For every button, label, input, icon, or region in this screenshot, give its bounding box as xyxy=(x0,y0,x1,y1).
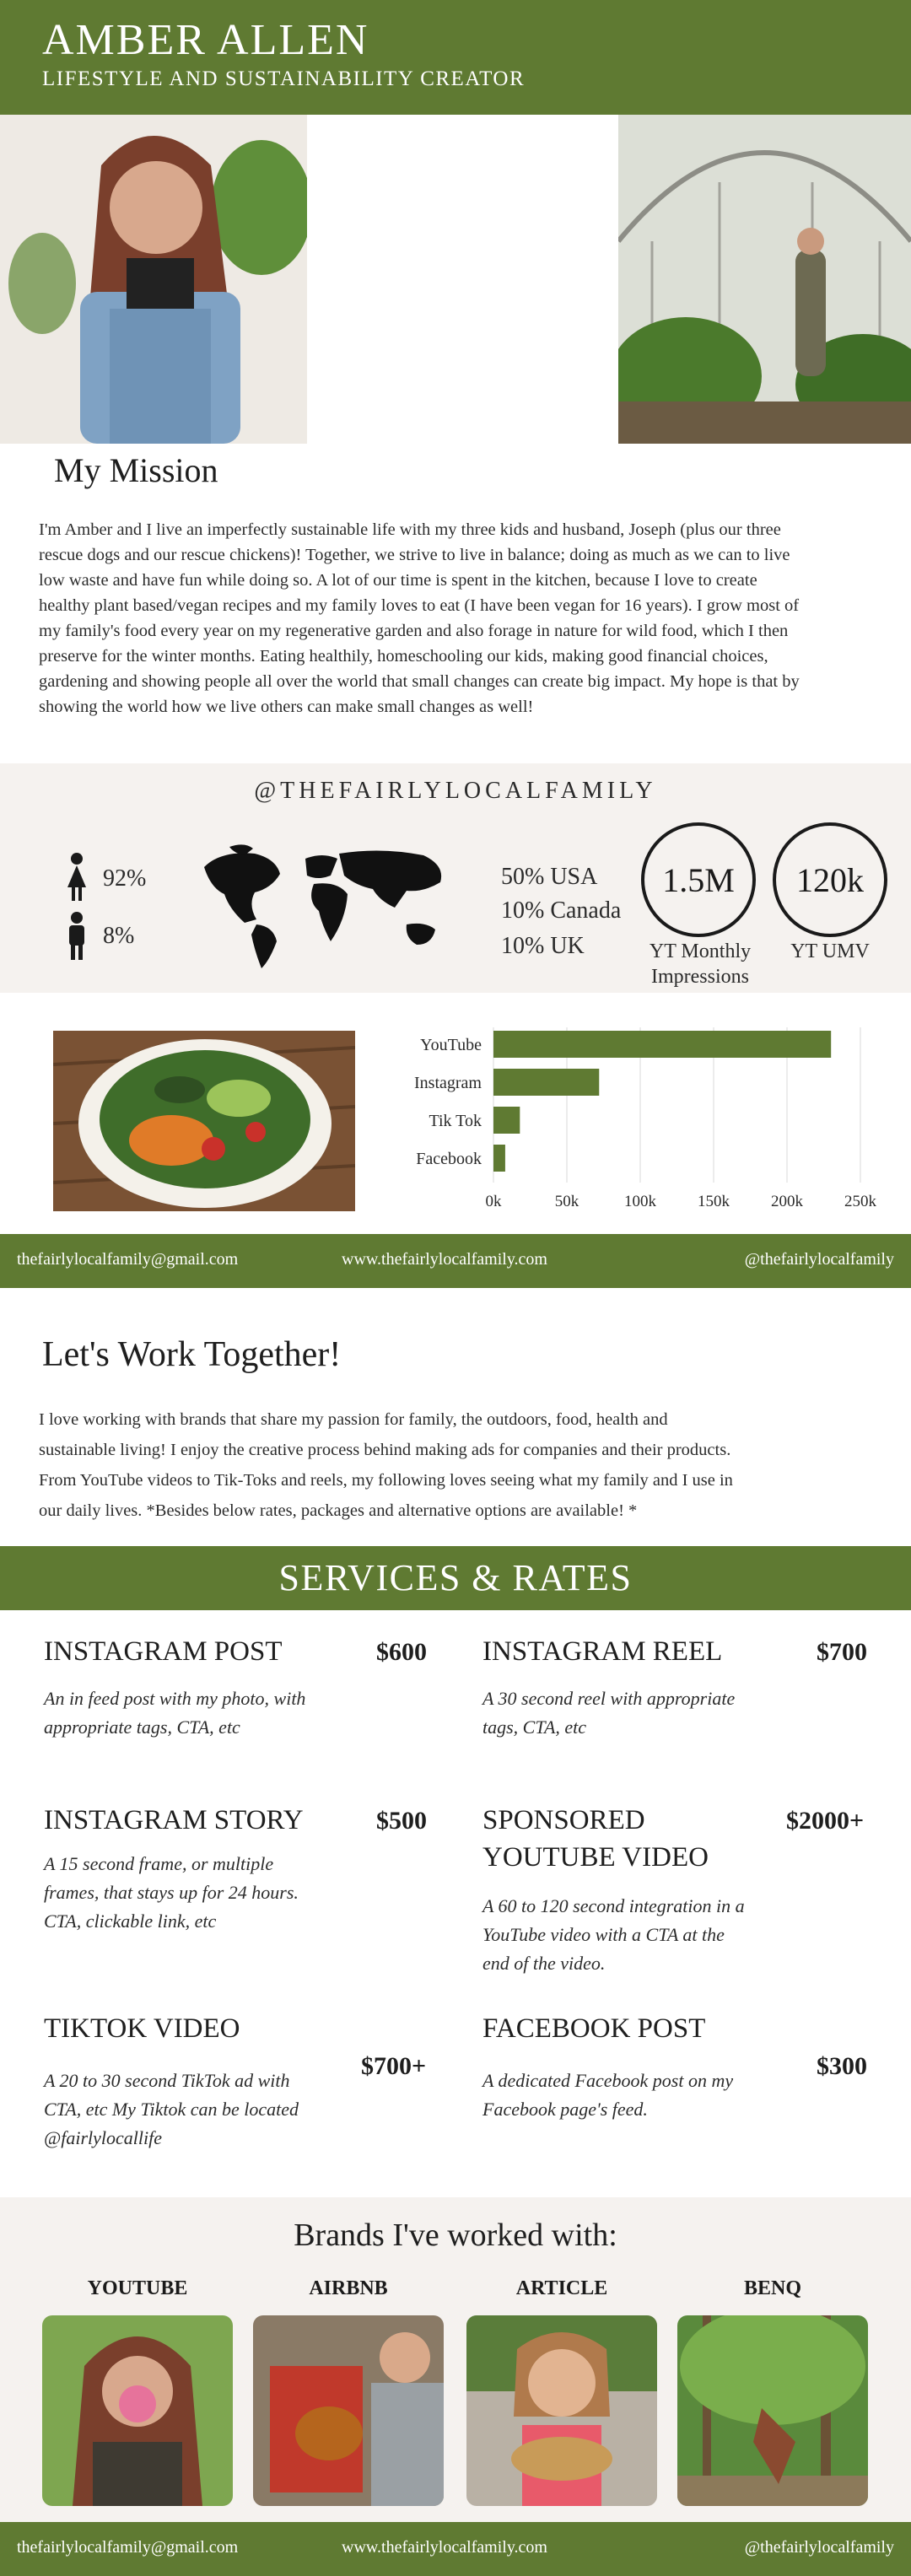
service-description xyxy=(44,1850,299,1936)
desc-line: frames, that stays up for 24 hours. xyxy=(44,1882,299,1903)
service-title: INSTAGRAM STORY xyxy=(44,1805,304,1835)
chart-tick-label: 150k xyxy=(698,1193,730,1210)
footer-handle[interactable]: @thefairlylocalfamily xyxy=(744,2538,894,2557)
bar-chart-svg xyxy=(371,1022,894,1225)
footer-email[interactable]: thefairlylocalfamily@gmail.com xyxy=(17,2538,239,2557)
mission-line: gardening and showing people all over the world that small changes can create big impact. My hope is that by xyxy=(39,672,800,691)
male-percent: 8% xyxy=(103,923,135,949)
footer-handle[interactable]: @thefairlylocalfamily xyxy=(744,1250,894,1269)
impressions-value: 1.5M xyxy=(662,860,735,899)
chart-category-label: Tik Tok xyxy=(429,1112,482,1130)
service-title-line: SPONSORED xyxy=(482,1805,645,1835)
desc-line: @fairlylocallife xyxy=(44,2127,162,2148)
male-icon xyxy=(64,911,89,962)
brand-name-airbnb: AIRBNB xyxy=(309,2277,388,2299)
service-title-line: YOUTUBE VIDEO xyxy=(482,1842,709,1873)
brand-photo-youtube xyxy=(42,2315,233,2506)
service-title: INSTAGRAM REEL xyxy=(482,1636,723,1667)
impressions-label xyxy=(624,939,776,989)
chart-tick-label: 50k xyxy=(554,1193,579,1210)
desc-line: A 20 to 30 second TikTok ad with xyxy=(44,2070,290,2091)
work-line: our daily lives. *Besides below rates, packages and alternative options are available! * xyxy=(39,1501,638,1520)
chart-bar-tik-tok xyxy=(493,1107,520,1134)
mission-line: healthy plant based/vegan recipes and my family loves to eat (I have been vegan for 16 years). I grow most of xyxy=(39,596,800,615)
service-price: $500 xyxy=(376,1807,427,1835)
world-map-icon xyxy=(196,842,459,973)
chart-bar-youtube xyxy=(493,1031,831,1058)
service-price: $600 xyxy=(376,1638,427,1666)
service-description xyxy=(482,1684,735,1742)
desc-line: A 60 to 120 second integration in a xyxy=(482,1895,745,1916)
brand-photo-airbnb xyxy=(253,2315,444,2506)
desc-line: YouTube video with a CTA at the xyxy=(482,1924,725,1945)
service-price: $700 xyxy=(817,1638,867,1666)
chart-tick-label: 100k xyxy=(624,1193,656,1210)
desc-line: Facebook page's feed. xyxy=(482,2099,648,2120)
mission-line: my family's food every year on my regenerative garden and also forage in nature for wild food, which I then xyxy=(39,622,789,640)
platform-reach-chart xyxy=(371,1022,894,1225)
desc-line: end of the video. xyxy=(482,1953,606,1974)
footer-website[interactable]: www.thefairlylocalfamily.com xyxy=(342,2538,547,2557)
creator-subtitle: LIFESTYLE AND SUSTAINABILITY CREATOR xyxy=(42,67,526,90)
brand-name-youtube: YOUTUBE xyxy=(87,2277,188,2299)
service-title: FACEBOOK POST xyxy=(482,2013,706,2044)
service-description xyxy=(44,1684,305,1742)
mission-title: My Mission xyxy=(54,451,218,489)
desc-line: CTA, clickable link, etc xyxy=(44,1910,217,1932)
desc-line: A 15 second frame, or multiple xyxy=(44,1853,274,1874)
brand-name-benq: BENQ xyxy=(743,2277,801,2299)
work-line: I love working with brands that share my passion for family, the outdoors, food, health and xyxy=(39,1410,668,1429)
service-price: $700+ xyxy=(361,2052,427,2080)
contact-footer-bottom xyxy=(0,2522,911,2576)
service-description xyxy=(482,1892,745,1978)
mission-line: showing the world how we live others can make small changes as well! xyxy=(39,698,534,716)
brand-photo-article xyxy=(466,2315,657,2506)
mission-paragraph xyxy=(39,517,891,719)
desc-line: CTA, etc My Tiktok can be located xyxy=(44,2099,299,2120)
work-together-title: Let's Work Together! xyxy=(42,1335,342,1374)
mission-line: rescue dogs and our rescue chickens)! Together, we strive to live in balance; doing as much as we can to live xyxy=(39,546,790,564)
footer-website[interactable]: www.thefairlylocalfamily.com xyxy=(342,1250,547,1269)
female-icon xyxy=(64,852,89,903)
work-line: From YouTube videos to Tik-Toks and reels, my following loves seeing what my family and I use in xyxy=(39,1471,733,1490)
brands-title: Brands I've worked with: xyxy=(294,2218,617,2253)
photo-greenhouse xyxy=(618,115,911,444)
impressions-circle xyxy=(641,822,756,937)
service-price: $300 xyxy=(817,2052,867,2080)
desc-line: tags, CTA, etc xyxy=(482,1716,587,1738)
geo-usa: 50% USA xyxy=(501,864,598,890)
mission-line: I'm Amber and I live an imperfectly sustainable life with my three kids and husband, Joseph (plus our three xyxy=(39,520,781,539)
desc-line: A 30 second reel with appropriate xyxy=(482,1688,736,1709)
chart-bar-instagram xyxy=(493,1069,599,1096)
chart-tick-label: 250k xyxy=(844,1193,876,1210)
service-title xyxy=(482,1802,709,1876)
service-title: TIKTOK VIDEO xyxy=(44,2013,240,2044)
geo-uk: 10% UK xyxy=(501,933,585,959)
mission-line: low waste and have fun while doing so. A lot of our time is spent in the kitchen, because I love to create xyxy=(39,571,757,590)
service-description xyxy=(482,2067,733,2124)
umv-label: YT UMV xyxy=(790,940,870,962)
social-handle: @THEFAIRLYLOCALFAMILY xyxy=(254,778,657,804)
services-heading: SERVICES & RATES xyxy=(0,1546,911,1610)
desc-line: appropriate tags, CTA, etc xyxy=(44,1716,240,1738)
brand-photo-benq xyxy=(677,2315,868,2506)
chart-bar-facebook xyxy=(493,1145,505,1172)
impressions-label-line-2: Impressions xyxy=(651,966,749,988)
work-together-paragraph xyxy=(39,1404,899,1526)
umv-circle xyxy=(773,822,887,937)
impressions-label-line-1: YT Monthly xyxy=(649,940,752,962)
work-line: sustainable living! I enjoy the creative process behind making ads for companies and their products. xyxy=(39,1441,731,1459)
contact-footer-top xyxy=(0,1234,911,1288)
chart-category-label: Instagram xyxy=(414,1074,482,1092)
mission-line: preserve for the winter months. Eating healthily, homeschooling our kids, making good financial choices, xyxy=(39,647,768,666)
desc-line: A dedicated Facebook post on my xyxy=(482,2070,734,2091)
umv-value: 120k xyxy=(796,860,864,899)
service-title: INSTAGRAM POST xyxy=(44,1636,283,1667)
chart-tick-label: 0k xyxy=(485,1193,502,1210)
brand-name-article: ARTICLE xyxy=(515,2277,608,2299)
photo-overalls-portrait xyxy=(0,115,307,444)
footer-email[interactable]: thefairlylocalfamily@gmail.com xyxy=(17,1250,239,1269)
female-percent: 92% xyxy=(103,865,147,892)
chart-category-label: YouTube xyxy=(420,1036,482,1054)
desc-line: An in feed post with my photo, with xyxy=(44,1688,306,1709)
header-banner xyxy=(0,0,911,115)
service-price: $2000+ xyxy=(786,1807,865,1835)
chart-tick-label: 200k xyxy=(771,1193,803,1210)
photo-salad-bowl xyxy=(53,1031,355,1211)
chart-category-label: Facebook xyxy=(416,1150,482,1168)
creator-name: AMBER ALLEN xyxy=(42,16,369,64)
geo-canada: 10% Canada xyxy=(501,897,622,924)
service-description xyxy=(44,2067,299,2153)
